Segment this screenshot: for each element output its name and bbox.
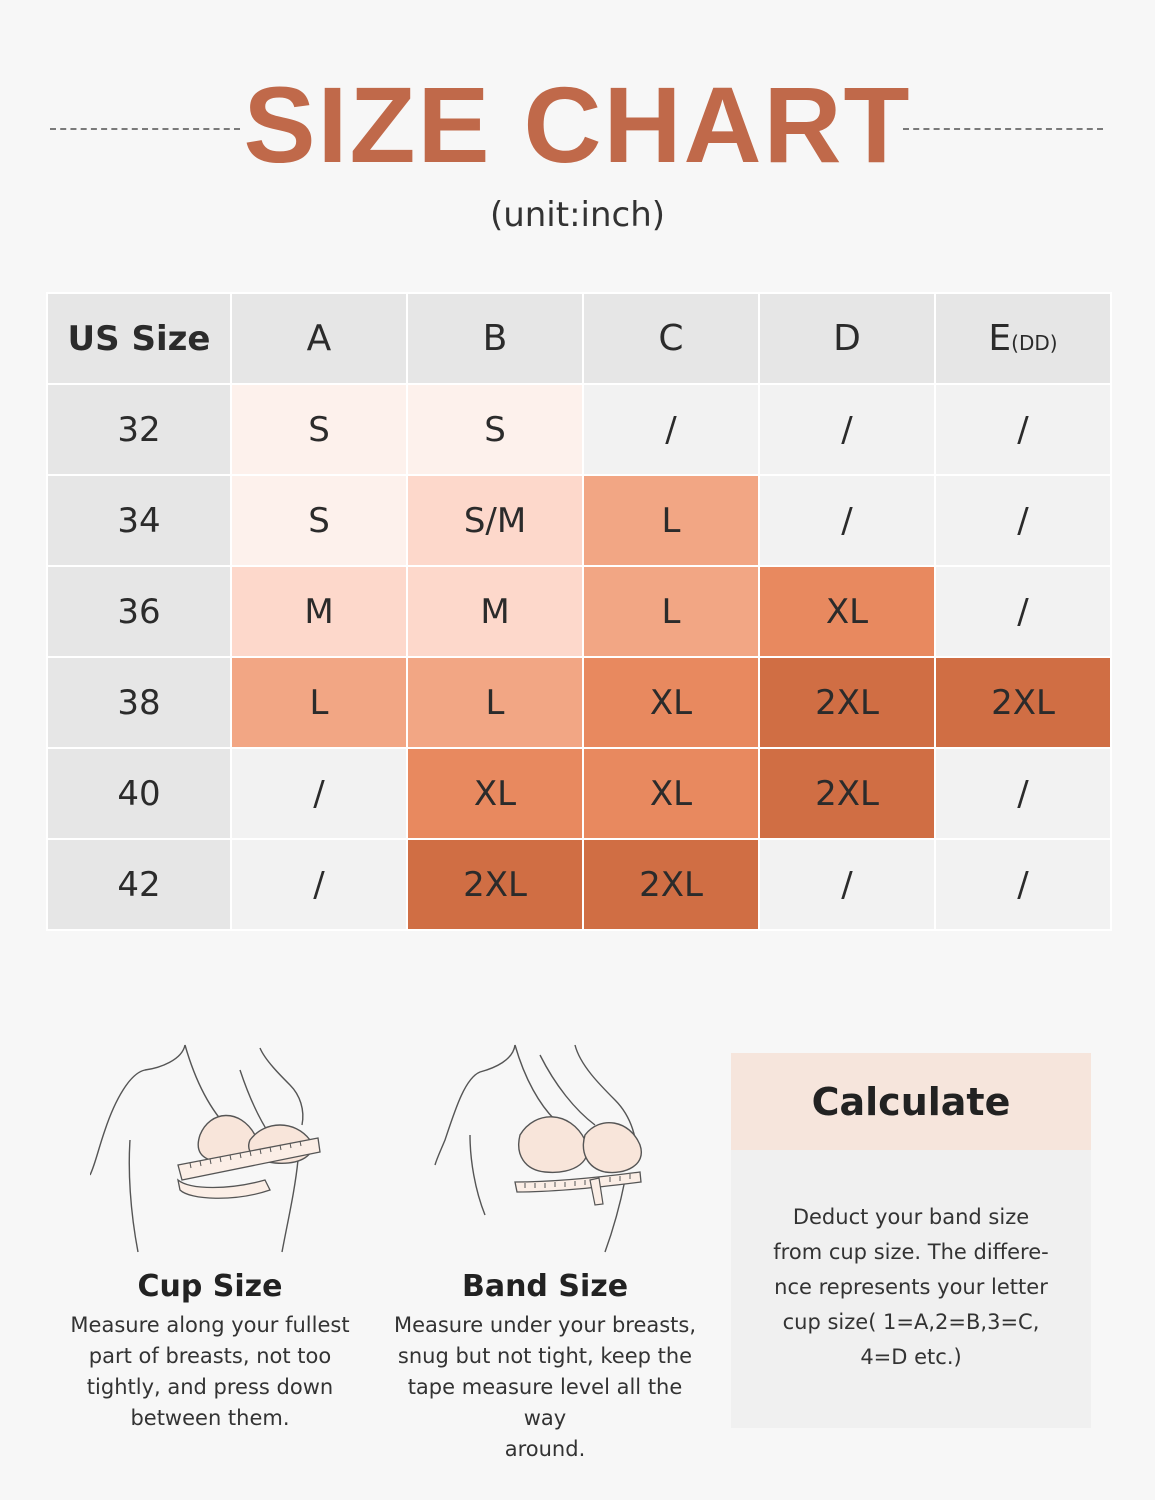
calculate-line: nce represents your letter [774,1275,1048,1299]
size-cell: / [760,385,934,474]
cup-sub-label: (DD) [1011,331,1058,355]
table-row [48,567,1110,656]
size-cell: S [232,476,406,565]
calculate-description [759,1200,1063,1375]
band-size-heading: Band Size [461,1269,629,1304]
band-size-line: Measure under your breasts, [393,1313,697,1337]
size-cell: / [760,476,934,565]
table-row [48,840,1110,929]
size-cell: / [936,476,1110,565]
size-cell: S [408,385,582,474]
table-row [48,476,1110,565]
size-cell: / [232,840,406,929]
calculate-box [731,1053,1091,1428]
header-cup-b [408,294,582,383]
cup-size-line: part of breasts, not too [88,1344,332,1368]
cup-size-line: tightly, and press down [86,1375,334,1399]
size-cell: L [408,658,582,747]
cup-label: E [988,318,1012,359]
band-size-cell: 42 [48,840,230,929]
band-size-cell: 38 [48,658,230,747]
cup-size-description [50,1310,370,1434]
size-cell: / [936,840,1110,929]
unit-note: (unit:inch) [489,195,666,235]
cup-size-guide [50,1040,370,1434]
cup-label: D [833,318,861,359]
size-cell: L [584,567,758,656]
size-cell: 2XL [760,658,934,747]
band-size-cell: 32 [48,385,230,474]
cup-label: B [482,318,508,359]
calculate-line: 4=D etc.) [860,1345,962,1369]
band-measure-illustration-icon [425,1040,665,1255]
size-cell: / [936,749,1110,838]
header-us-size: US Size [48,294,230,383]
size-cell: L [584,476,758,565]
cup-size-heading: Cup Size [137,1269,283,1304]
cup-size-line: Measure along your fullest [70,1313,350,1337]
size-cell: / [584,385,758,474]
calculate-line: from cup size. The differe- [773,1240,1049,1264]
band-size-guide [385,1040,705,1465]
title-row [0,64,1155,185]
size-cell: 2XL [760,749,934,838]
calculate-heading: Calculate [731,1053,1091,1150]
band-size-line: around. [504,1437,586,1461]
header-cup-a [232,294,406,383]
size-cell: / [936,567,1110,656]
cup-label: C [658,318,684,359]
page-title: SIZE CHART [243,64,912,185]
table-row [48,658,1110,747]
size-chart-table [46,292,1112,931]
header-cup-d [760,294,934,383]
band-size-line: tape measure level all the way [407,1375,683,1430]
calculate-line: cup size( 1=A,2=B,3=C, [782,1310,1040,1334]
size-cell: / [936,385,1110,474]
band-size-cell: 36 [48,567,230,656]
cup-measure-illustration-icon [90,1040,330,1255]
size-cell: XL [584,658,758,747]
table-row [48,385,1110,474]
size-cell: M [408,567,582,656]
band-size-description [385,1310,705,1465]
size-cell: XL [584,749,758,838]
title-divider-right [903,128,1103,130]
header-cup-c [584,294,758,383]
size-cell: L [232,658,406,747]
band-size-cell: 34 [48,476,230,565]
table-header-row [48,294,1110,383]
size-cell: XL [408,749,582,838]
size-cell: 2XL [936,658,1110,747]
size-cell: / [232,749,406,838]
cup-label: A [306,318,332,359]
band-size-cell: 40 [48,749,230,838]
size-cell: M [232,567,406,656]
size-cell: 2XL [408,840,582,929]
cup-size-line: between them. [130,1406,290,1430]
header-cup-e [936,294,1110,383]
table-row [48,749,1110,838]
size-cell: / [760,840,934,929]
band-size-line: snug but not tight, keep the [397,1344,693,1368]
size-cell: S/M [408,476,582,565]
size-cell: XL [760,567,934,656]
size-cell: 2XL [584,840,758,929]
size-cell: S [232,385,406,474]
calculate-line: Deduct your band size [792,1205,1030,1229]
